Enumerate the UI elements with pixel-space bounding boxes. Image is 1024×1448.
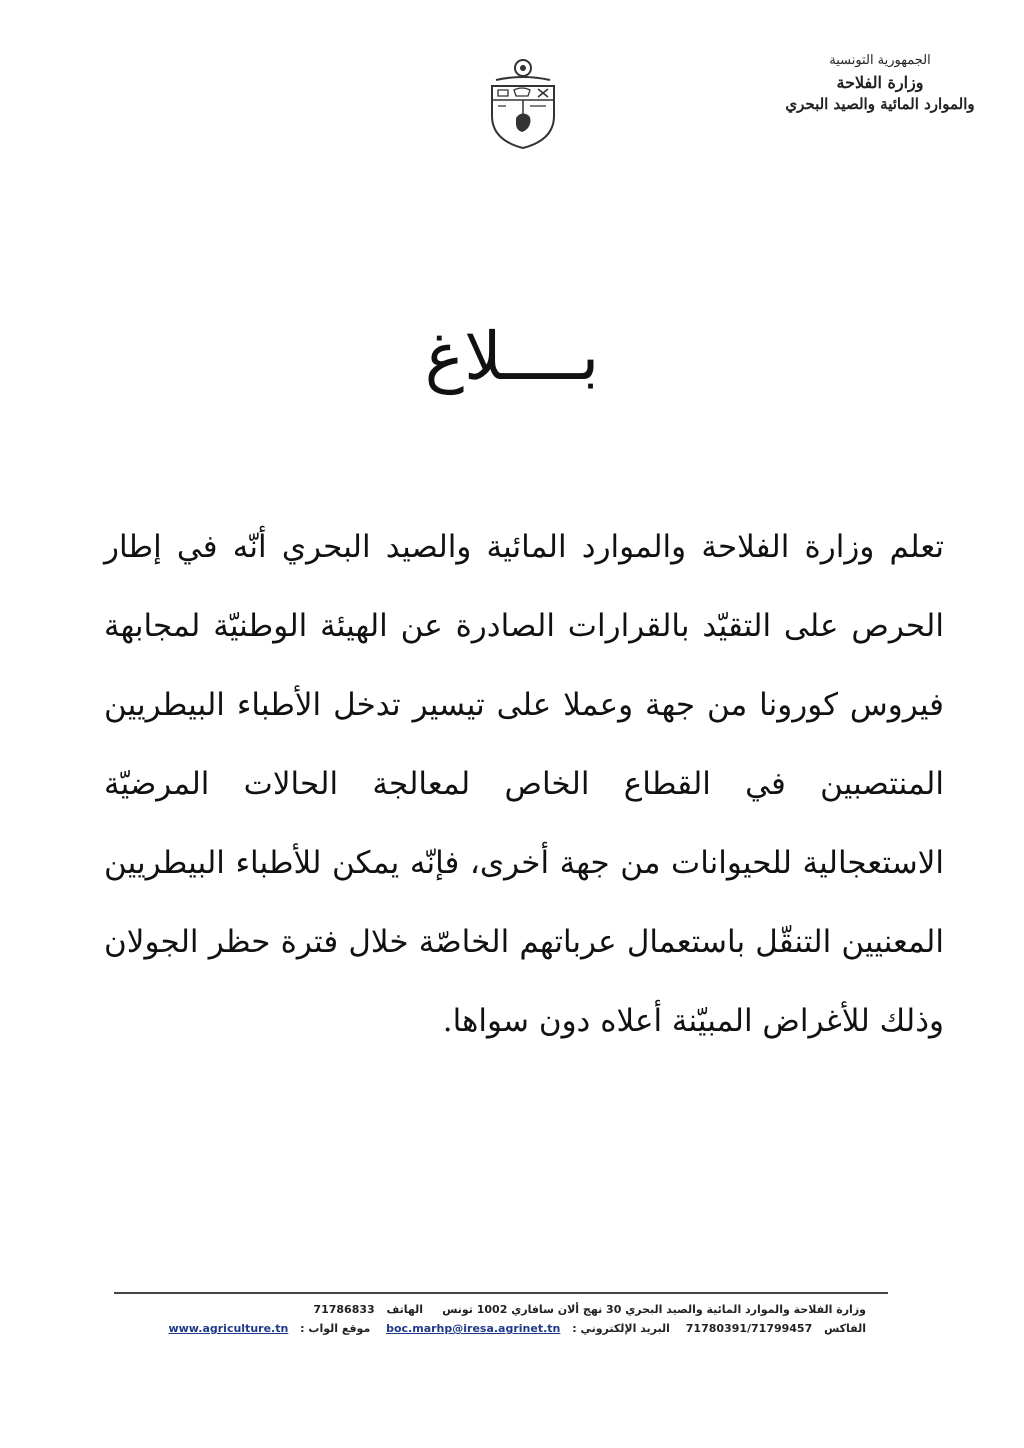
phone-number: 71786833 xyxy=(313,1303,375,1316)
phone-label: الهاتف xyxy=(386,1303,424,1316)
footer-divider xyxy=(114,1292,888,1294)
ministry-name: وزارة الفلاحة xyxy=(836,72,924,92)
ministry-resources: والموارد المائية والصيد البحري xyxy=(785,95,975,114)
email-link[interactable]: boc.marhp@iresa.agrinet.tn xyxy=(386,1322,561,1335)
announcement-body: تعلم وزارة الفلاحة والموارد المائية والصيد البحري أنّه في إطار الحرص على التقيّد بالقرارات الصادرة عن الهيئة الوطنيّة لمجابهة فيروس كورونا من جهة وعملا على تيسير تدخل الأطباء البيطريين المنتصبين في القطاع الخاص لمعالجة الحالات المرضيّة الاستعجالية للحيوانات من جهة أخرى، فإنّه يمكن للأطباء البيطريين المعنيين التنقّل باستعمال عرباتهم الخاصّة خلال فترة حظر الجولان وذلك للأغراض المبيّنة أعلاه دون سواها. xyxy=(104,529,944,1039)
fax-label: الفاكس xyxy=(824,1322,866,1335)
ministry-header xyxy=(780,52,980,116)
republic-name: الجمهورية التونسية xyxy=(829,53,931,68)
fax-number: 71780391/71799457 xyxy=(685,1322,813,1335)
footer-line-address xyxy=(166,1300,866,1319)
footer-line-contact xyxy=(166,1319,866,1338)
website-link[interactable]: www.agriculture.tn xyxy=(168,1322,289,1335)
email-label: البريد الإلكتروني : xyxy=(572,1322,670,1335)
footer-address: وزارة الفلاحة والموارد المائية والصيد البحري 30 نهج ألان سافاري 1002 تونس xyxy=(442,1303,866,1316)
footer-contact xyxy=(166,1300,866,1338)
document-title: بــــلاغ xyxy=(424,318,600,395)
coat-of-arms-emblem xyxy=(484,56,562,152)
website-label: موقع الواب : xyxy=(300,1322,371,1335)
